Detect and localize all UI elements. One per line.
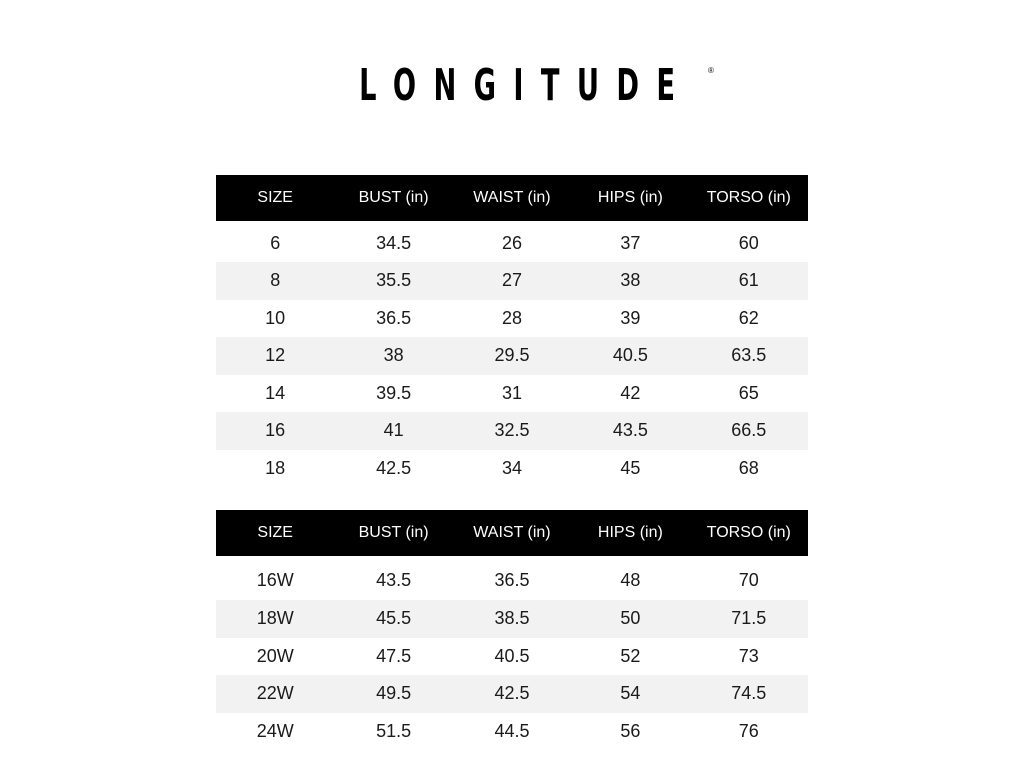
cell-torso: 71.5	[690, 600, 808, 638]
cell-size: 10	[265, 307, 286, 328]
cell-bust: 39.5	[376, 382, 412, 403]
cell-size: 16W	[256, 569, 294, 590]
cell-hips: 42	[620, 382, 641, 403]
cell-waist: 26	[501, 232, 522, 253]
cell-hips: 45	[620, 457, 641, 478]
size-chart-table-women	[216, 510, 808, 750]
cell-torso: 65	[738, 382, 759, 403]
table-row	[216, 600, 808, 638]
table-row	[216, 300, 808, 338]
cell-hips: 38	[571, 262, 689, 300]
table-row	[216, 450, 808, 488]
cell-hips: 56	[620, 720, 641, 741]
cell-bust: 49.5	[334, 675, 452, 713]
cell-hips: 39	[620, 307, 641, 328]
cell-bust: 36.5	[376, 307, 412, 328]
cell-size: 12	[216, 337, 334, 375]
cell-torso: 60	[738, 232, 759, 253]
cell-size: 20W	[256, 645, 294, 666]
cell-waist: 38.5	[453, 600, 571, 638]
table-row	[216, 412, 808, 450]
cell-torso: 61	[690, 262, 808, 300]
column-header-bust: BUST (in)	[334, 510, 452, 556]
table-row	[216, 375, 808, 413]
cell-torso: 66.5	[690, 412, 808, 450]
cell-size: 6	[270, 232, 281, 253]
column-header-waist: WAIST (in)	[453, 175, 571, 221]
cell-size: 18W	[216, 600, 334, 638]
brand-name: LONGITUDE	[359, 60, 693, 111]
column-header-size: SIZE	[216, 510, 334, 556]
table-row	[216, 337, 808, 375]
cell-hips: 48	[620, 569, 641, 590]
table-row	[216, 556, 808, 600]
table-row	[216, 638, 808, 676]
cell-torso: 76	[738, 720, 759, 741]
cell-waist: 44.5	[494, 720, 530, 741]
cell-hips: 52	[620, 645, 641, 666]
cell-bust: 45.5	[334, 600, 452, 638]
cell-waist: 40.5	[494, 645, 530, 666]
cell-hips: 50	[571, 600, 689, 638]
table-row	[216, 713, 808, 751]
table-header-row	[216, 510, 808, 556]
table-header-row	[216, 175, 808, 221]
cell-bust: 41	[334, 412, 452, 450]
cell-waist: 28	[501, 307, 522, 328]
cell-bust: 35.5	[334, 262, 452, 300]
cell-size: 8	[216, 262, 334, 300]
column-header-torso: TORSO (in)	[690, 175, 808, 221]
cell-torso: 70	[738, 569, 759, 590]
cell-bust: 38	[334, 337, 452, 375]
cell-bust: 34.5	[376, 232, 412, 253]
cell-hips: 54	[571, 675, 689, 713]
cell-bust: 43.5	[376, 569, 412, 590]
column-header-torso: TORSO (in)	[690, 510, 808, 556]
column-header-size: SIZE	[216, 175, 334, 221]
table-row	[216, 675, 808, 713]
table-row	[216, 262, 808, 300]
cell-waist: 27	[453, 262, 571, 300]
column-header-hips: HIPS (in)	[571, 175, 689, 221]
cell-size: 18	[265, 457, 286, 478]
cell-torso: 63.5	[690, 337, 808, 375]
cell-hips: 43.5	[571, 412, 689, 450]
cell-waist: 36.5	[494, 569, 530, 590]
cell-size: 16	[216, 412, 334, 450]
cell-torso: 68	[738, 457, 759, 478]
column-header-waist: WAIST (in)	[453, 510, 571, 556]
cell-torso: 74.5	[690, 675, 808, 713]
cell-waist: 29.5	[453, 337, 571, 375]
registered-mark: ®	[708, 66, 714, 75]
column-header-bust: BUST (in)	[334, 175, 452, 221]
cell-torso: 62	[738, 307, 759, 328]
cell-size: 22W	[216, 675, 334, 713]
table-row	[216, 221, 808, 262]
cell-waist: 32.5	[453, 412, 571, 450]
cell-hips: 37	[620, 232, 641, 253]
cell-hips: 40.5	[571, 337, 689, 375]
cell-waist: 31	[501, 382, 522, 403]
cell-bust: 51.5	[376, 720, 412, 741]
cell-waist: 42.5	[453, 675, 571, 713]
column-header-hips: HIPS (in)	[571, 510, 689, 556]
cell-torso: 73	[738, 645, 759, 666]
cell-size: 14	[265, 382, 286, 403]
size-chart-table-misses	[216, 175, 808, 487]
cell-bust: 47.5	[376, 645, 412, 666]
cell-size: 24W	[256, 720, 294, 741]
cell-waist: 34	[501, 457, 522, 478]
brand-logo	[0, 62, 1024, 120]
cell-bust: 42.5	[376, 457, 412, 478]
